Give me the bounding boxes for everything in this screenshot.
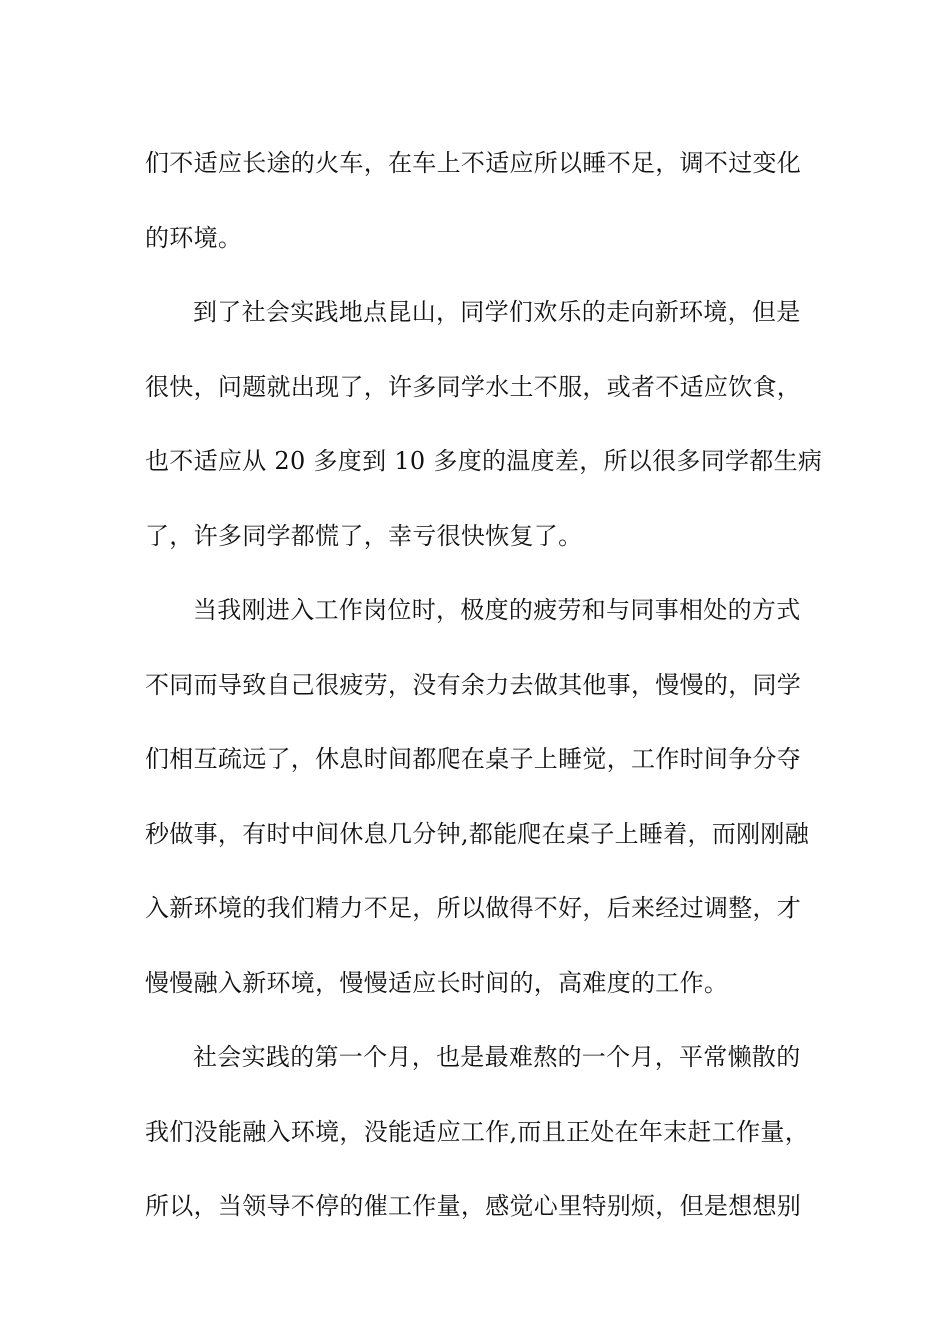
text-line: 慢慢融入新环境，慢慢适应长时间的，高难度的工作。 <box>145 968 729 997</box>
document-body <box>145 126 823 1244</box>
text-line: 入新环境的我们精力不足，所以做得不好，后来经过调整，才 <box>145 894 802 922</box>
text-line: 了，许多同学都慌了，幸亏很快恢复了。 <box>145 521 583 550</box>
text-line: 们相互疏远了，休息时间都爬在桌子上睡觉，工作时间争分夺 <box>145 745 802 773</box>
text-line: 秒做事，有时中间休息几分钟,都能爬在桌子上睡着，而刚刚融 <box>145 819 810 848</box>
text-line: 不同而导致自己很疲劳，没有余力去做其他事，慢慢的，同学 <box>145 670 802 699</box>
text-line: 也不适应从 20 多度到 10 多度的温度差，所以很多同学都生病 <box>145 447 823 475</box>
paragraph-start-line: 社会实践的第一个月，也是最难熬的一个月，平常懒散的 <box>193 1043 801 1071</box>
text-line: 们不适应长途的火车，在车上不适应所以睡不足，调不过变化 <box>145 149 802 177</box>
paragraph-start-line: 当我刚进入工作岗位时，极度的疲劳和与同事相处的方式 <box>193 596 801 624</box>
text-line: 很快，问题就出现了，许多同学水土不服，或者不适应饮食， <box>145 372 802 401</box>
text-line: 我们没能融入环境，没能适应工作,而且正处在年末赶工作量， <box>145 1117 810 1146</box>
text-line: 所以，当领导不停的催工作量，感觉心里特别烦，但是想想别 <box>145 1192 802 1220</box>
paragraph-start-line: 到了社会实践地点昆山，同学们欢乐的走向新环境，但是 <box>193 298 801 326</box>
text-line: 的环境。 <box>145 223 243 252</box>
